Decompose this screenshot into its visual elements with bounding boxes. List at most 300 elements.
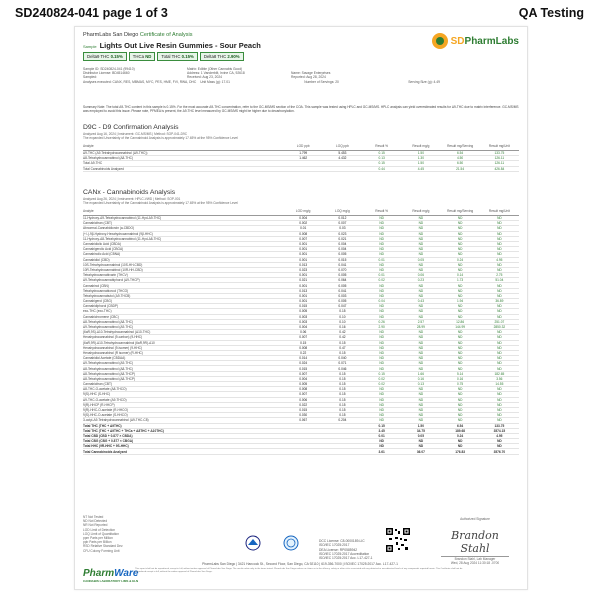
analyte-value: 6.54 [441,423,480,428]
analyte-value: ND [480,387,519,392]
analyte-name: Δ9-Tetrahydrocannabinol (Δ9-THC) [83,324,284,329]
analyte-value: ND [362,387,401,392]
summary-note: Summary Note: The total Δ9-THC content in this sample is 0.15%. For the most accurate Δ9-THC concentration, refer to the GC-MS/MS section of the COA. This sample was tested using HPLC and GC-MS/MS. HPLC analysis can yield overestimated results for Δ9-THC due to matrix interference. GC-MS/MS was employed to avoid this issue. Please note, PFMEA is present, the Δ9-THC level measured by GC-MS/MS might be higher due to decarboxylation. [83,105,519,113]
analyte-value: ND [401,293,440,298]
analyte-name: Cannabinol (CBN) [83,283,284,288]
sig-role: Brandon Stahl, Lab Manager [454,557,496,561]
analyte-value: 0.021 [284,278,323,283]
analyte-value: 0.001 [284,293,323,298]
analyte-value: 0.002 [284,221,323,226]
analyte-value: 3576.70 [480,449,519,454]
analyte-value: 0.001 [284,283,323,288]
analyte-name: Total CBG (CBG + 0.877 × CBGA) [83,439,284,444]
analyte-value: ND [401,444,440,449]
legend-item: LOD Limit of Detection [83,527,116,532]
analyte-value: 0.007 [284,236,323,241]
abbrev-legend [83,515,123,553]
analyte-value: ND [362,413,401,418]
sig-title: Authorized Signature [460,517,490,521]
analyte-value: 0.001 [284,299,323,304]
analyte-value: 51.04 [480,278,519,283]
analyte-value: 0.013 [284,262,323,267]
pill-value: 2.90% [227,54,240,59]
sdpharmlabs-logo [432,33,519,49]
analyte-value: ND [480,397,519,402]
meta-field: Serving Size (g): 4.49 [408,79,440,84]
analyte-value: ND [362,288,401,293]
table-header [83,142,519,151]
analyte-value: 2.90 [362,324,401,329]
analyte-value: 0.01 [284,226,323,231]
analyte-value: ND [480,226,519,231]
analyte-value: 1.66 [401,371,440,376]
analyte-value: 0.15 [284,340,323,345]
analyte-value: 1.799 [284,151,323,156]
analyte-value: ND [362,252,401,257]
pw-a: Pharm [83,568,115,579]
analyte-value: 0.15 [362,151,401,156]
analyte-value: ND [401,216,440,221]
analyte-value: ND [401,236,440,241]
analyte-value: 0.014 [284,356,323,361]
analyte-value: ND [441,226,480,231]
pw-b: Ware [114,568,139,579]
analyte-value: ND [441,387,480,392]
analyte-value: 189.68 [441,428,480,433]
analyte-value: ND [401,397,440,402]
analyte-value: ND [401,221,440,226]
analyte-value: ND [362,439,401,444]
analyte-value: 0.001 [284,273,323,278]
analyte-value: ND [480,293,519,298]
analyte-value: ND [441,439,480,444]
analyte-value: 0.006 [284,397,323,402]
analyte-value: 1.94 [441,299,480,304]
analyte-value: ND [401,345,440,350]
analyte-value: 14.55 [480,382,519,387]
certifications [319,539,373,560]
lab-title [83,32,192,38]
analyte-value: 0.15 [323,392,362,397]
analyte-value: ND [441,293,480,298]
pill-value: 0.15% [181,54,194,59]
cert-line: ISO/IEC 17025:2017 Acc. L17-427-1 [319,556,373,561]
analyte-value: ND [401,330,440,335]
analyte-name: Cannabidiol Acetate (CBDAA) [83,356,284,361]
analyte-value: 4.95 [480,257,519,262]
analyte-value: 0.02 [362,278,401,283]
pharmware-sub: CANNABIS LABORATORY LIMS & ELN [83,579,139,583]
analyte-name: Cannabidiphorol (CBDP) [83,304,284,309]
analyte-value: ND [480,413,519,418]
analyte-value: ND [480,252,519,257]
analyte-value: ND [441,402,480,407]
analyte-name: Δ8-Tetrahydrocannabinol (Δ8-THCP) [83,371,284,376]
analyte-value: 0.015 [284,366,323,371]
analyte-value: 0.015 [284,407,323,412]
analyte-value: ND [480,340,519,345]
analyte-value: 0.008 [284,387,323,392]
analyte-value: 5.14 [441,371,480,376]
analyte-value: 0.14 [441,273,480,278]
analyte-value: 0.070 [323,267,362,272]
analyte-name: 9(R)-HHCP (R-HHCP) [83,402,284,407]
analyte-name: Total HHC (9R-HHC + 9S-HHC) [83,444,284,449]
analyte-value: 0.067 [284,418,323,423]
analyte-value: 0.44 [362,166,401,171]
analyte-value: ND [362,226,401,231]
analyte-name: Total Cannabinoids Analyzed [83,166,284,171]
analyte-value: ND [362,231,401,236]
table-header [83,207,519,216]
analyte-name: 9(S)-HHC-O-acetate (S-HHCO) [83,413,284,418]
analyte-value: 0.16 [441,376,480,381]
analyte-value: ND [401,262,440,267]
analyte-value: ND [362,309,401,314]
analyte-value: ND [362,241,401,246]
analyte-name: Hexahydrocannabinol (R isomer) (R-HHC) [83,350,284,355]
analyte-value: 0.15 [323,350,362,355]
analyte-value: 0.022 [284,402,323,407]
analyte-value: 0.005 [284,382,323,387]
analyte-value: ND [401,335,440,340]
analyte-value: ND [401,361,440,366]
analyte-name: Δ9-Tetrahydrocannabiphorol (Δ9-THCP) [83,278,284,283]
analyte-value: 28.99 [401,324,440,329]
analyte-value: ND [362,407,401,412]
analyte-value: 0.023 [323,231,362,236]
analyte-name: (+/-)-9β-Hydroxy-Hexahydrocannabinol (9β-HHC) [83,231,284,236]
analyte-value: 2.57 [401,319,440,324]
analyte-value: 0.071 [323,361,362,366]
analyte-value: 0.05 [401,257,440,262]
analyte-value: ND [480,439,519,444]
d9-sub1: Analyzed Aug 16, 2024 | Instrument: GC-MS/MS | Method: SOP-041-D9C [83,132,188,136]
analyte-value: ND [401,288,440,293]
analyte-value: 0.26 [362,319,401,324]
analyte-value: 0.01 [362,273,401,278]
analyte-name: Total Δ9-THC [83,161,284,166]
analyte-value: ND [441,444,480,449]
analyte-value: ND [480,314,519,319]
cert-line: DEA License: RP0585942 [319,547,358,552]
analyte-value: 3.61 [362,449,401,454]
analyte-value: 0.024 [284,361,323,366]
analyte-value: 4.432 [323,156,362,161]
analyte-value: 0.24 [441,433,480,438]
qr-code-icon[interactable] [385,527,411,553]
analyte-value: 0.15 [323,340,362,345]
analyte-value: ND [480,402,519,407]
column-header: LOD mg/g [284,207,323,216]
analyte-value: 0.01 [362,433,401,438]
analyte-value: ND [362,314,401,319]
d9-title: D9C - D9 Confirmation Analysis [83,124,179,131]
analyte-value: 0.021 [323,236,362,241]
analyte-value: 0.012 [323,216,362,221]
analyte-name: Δ8-Tetrahydrocannabinol (Δ8-THC) [83,319,284,324]
signature: Brandon Stahl [451,529,499,555]
analyte-value: 0.004 [323,247,362,252]
analyte-value: ND [401,314,440,319]
analyte-value: 176.83 [441,449,480,454]
analyte-value: 0.005 [323,273,362,278]
analyte-value: 0.06 [401,273,440,278]
analyte-name: Tetrahydrocannabiorcol (THCO) [83,288,284,293]
analyte-value: ND [362,392,401,397]
analyte-value: 0.15 [323,382,362,387]
analyte-name: Total Cannabinoids Analyzed [83,449,284,454]
analyte-value: ND [480,356,519,361]
analyte-value: 0.01 [362,257,401,262]
leaf-logo-icon [432,33,448,49]
analyte-value: 1.50 [401,151,440,156]
analyte-value: ND [362,216,401,221]
legend-item: CFU Colony Forming Unit [83,548,120,553]
analyte-value: 0.001 [284,257,323,262]
analyte-name: 10S-Tetrahydrocannabinol (10S-HH-CBD) [83,262,284,267]
analyte-name: Δ9-THC-O-acetate (Δ9-THCO) [83,397,284,402]
column-header: Analyte [83,207,284,216]
analyte-value: 133.75 [480,423,519,428]
canx-title: CANx - Cannabinoids Analysis [83,189,176,196]
analyte-name: Cannabigerolic Acid (CBGA) [83,247,284,252]
analyte-value: ND [441,304,480,309]
analyte-name: Cannabicitran (CBT) [83,382,284,387]
analyte-name: Δ8-Tetrahydrocannabinol (Δ8-THC) [83,366,284,371]
analyte-value: ND [441,335,480,340]
column-header: Result mg/g [401,207,440,216]
meta-field: Analyses executed: CANX, RES, MBMAS, MYC, PES, HME, FVI, RWA, DHC [83,79,197,84]
analyte-value: 0.007 [284,392,323,397]
legend-item: ND Not Detected [83,519,108,524]
analyte-value: 3574.15 [480,428,519,433]
analyte-value: ND [480,407,519,412]
meta-field: Number of Servings: 20 [304,79,339,84]
analyte-name: Cannabicitran (CBT) [83,221,284,226]
analyte-value: 0.43 [401,299,440,304]
analyte-value: 6.50 [441,161,480,166]
analyte-value: 1.462 [284,156,323,161]
pill-thca [129,52,156,61]
sig-date: Wed, 28 Aug 2024 11:30:18 -0700 [450,561,500,565]
analyte-value: 0.004 [323,241,362,246]
analyte-value: 0.42 [323,330,362,335]
analyte-name: 9(S)-HHC (S-HHC) [83,392,284,397]
cert-line: DCC License: C8-0000189-LIC [319,539,365,543]
analyte-value: ND [441,309,480,314]
analyte-name: Total THC (THC + Δ9THC) [83,423,284,428]
analyte-value: 0.007 [284,371,323,376]
analyte-value: ND [441,241,480,246]
analyte-value: ND [480,345,519,350]
analyte-name: 3-octyl-Δ9-Tetrahydrocannabinol (Δ9-THC-C8) [83,418,284,423]
analyte-value: ND [362,335,401,340]
analyte-name: Cannabidiolic Acid (CBDA) [83,241,284,246]
analyte-name: Cannabidiol (CBD) [83,257,284,262]
logo-text-b: PharmLabs [464,35,519,47]
analyte-value: ND [362,267,401,272]
analyte-value: 0.15 [323,397,362,402]
analyte-value: 0.007 [323,221,362,226]
analyte-value: 0.16 [323,324,362,329]
analyte-value: 4.95 [480,433,519,438]
analyte-value: ND [441,267,480,272]
analyte-value: 0.008 [284,231,323,236]
analyte-value: 0.003 [284,319,323,324]
analyte-value: 0.003 [323,293,362,298]
analyte-value: ND [441,392,480,397]
analyte-value: 0.42 [323,335,362,340]
summary-pills [83,52,244,61]
analyte-value: ND [480,283,519,288]
analyte-value: ND [362,330,401,335]
analyte-value: ND [480,418,519,423]
analyte-value: 1.73 [441,278,480,283]
analyte-name: Δ9-Tetrahydrocannabinol (Δ9-THC) [83,361,284,366]
column-header: Result % [362,207,401,216]
analyte-value: 0.004 [284,376,323,381]
column-header: Result mg/Serving [441,207,480,216]
canx-table [83,207,519,455]
meta-field: Name: Savage Enterprises [291,71,331,76]
analyte-value: ND [401,304,440,309]
analyte-value: 0.03 [323,226,362,231]
product-name: Lights Out Live Resin Gummies - Sour Peach [99,41,261,50]
pill-value: 0.15% [110,54,123,59]
analyte-value: ND [480,361,519,366]
analyte-value: 3.56 [480,376,519,381]
analyte-value: 5.453 [323,151,362,156]
legend-item: RSD Relative Standard Dev. [83,544,124,549]
analyte-name: 9(R)-HHC-O-acetate (R-HHCO) [83,407,284,412]
analyte-value: 1.50 [401,161,440,166]
analyte-name: (6aR,9R)-Δ10-Tetrahydrocannabinol (6aR,9R)-Δ10 [83,340,284,345]
analyte-value: ND [401,241,440,246]
analyte-value: ND [441,221,480,226]
lab-address: PharmLabs San Diego | 3421 Hancock St., Second Floor, San Diego, CA 92110 | 619-356-7000 | ISO/IEC 17025:2017 Acc. L17-427-1 [202,562,398,566]
analyte-value: ND [480,444,519,449]
analyte-value: ND [441,413,480,418]
analyte-name: Cannabigerol (CBG) [83,299,284,304]
analyte-value: ND [480,262,519,267]
analyte-value: ND [480,231,519,236]
analyte-value: 0.015 [323,257,362,262]
analyte-value: 36.89 [480,299,519,304]
cert-line: ISO/IEC 17025:2017 Accreditation [319,551,370,556]
analyte-value: 0.040 [323,356,362,361]
analyte-value: 0.013 [284,288,323,293]
legend-item: NR Not Reported [83,523,108,528]
top-bar [0,0,600,24]
analyte-value: 0.16 [401,376,440,381]
analyte-value: 0.15 [323,407,362,412]
analyte-value: ND [441,314,480,319]
analyte-value: ND [362,397,401,402]
analyte-value: 0.15 [323,376,362,381]
analyte-value: ND [401,226,440,231]
analyte-value: ND [480,236,519,241]
analyte-name: 10R-Tetrahydrocannabinol (10R-HH-CBD) [83,267,284,272]
analyte-value: 0.007 [284,335,323,340]
legend-item: NT Not Tested [83,515,104,519]
analyte-value: 426.84 [480,166,519,171]
signature-block [435,517,515,565]
analyte-value: 1.30 [401,156,440,161]
analyte-value: ND [480,247,519,252]
analyte-value: ND [401,356,440,361]
analyte-value: 0.047 [323,304,362,309]
meta-field: Sampled: [83,75,97,80]
analyte-value: 0.47 [323,345,362,350]
column-header: Result mg/Serving [441,142,480,151]
analyte-value: ND [401,402,440,407]
iso-seal-icon [283,535,299,551]
analyte-value: 0.064 [323,278,362,283]
analyte-value: ND [362,236,401,241]
analyte-name: Cannabinolic Acid (CBNA) [83,252,284,257]
disclaimer: This report shall not be reproduced, except in full, without written approval of PharmLabs San Diego. The results relate only to the items tested. PharmLabs San Diego makes no claims as to the efficacy, safety or other risks associated with any detected or non-detected levels of any compounds reported herein. This Certificate shall not be reproduced except in full, without the written approval of PharmLabs San Diego. [135,568,463,573]
analyte-value: ND [441,366,480,371]
analyte-value [284,166,323,171]
analyte-value: ND [401,309,440,314]
analyte-value: ND [362,247,401,252]
canx-sub2: The expanded Uncertainty of the Cannabinoid Analysis is approximately 17.65% at the 95% Confidence Level [83,200,238,205]
analyte-value: 1.50 [401,423,440,428]
analyte-value: ND [480,330,519,335]
column-header: Result mg/g [401,142,440,151]
analyte-value [284,449,323,454]
analyte-value: 0.005 [323,283,362,288]
legend-item: LOQ Limit of Quantitation [83,531,119,536]
analyte-value: 0.15 [323,309,362,314]
analyte-value: 0.13 [401,382,440,387]
analyte-value: 0.005 [284,309,323,314]
analyte-value: ND [441,330,480,335]
analyte-value: 126.11 [480,156,519,161]
pharmware-name [83,568,138,579]
analyte-value: ND [441,397,480,402]
analyte-value: 0.001 [284,241,323,246]
analyte-value: ND [480,216,519,221]
analyte-value: ND [441,418,480,423]
analyte-value: 0.15 [323,402,362,407]
analyte-value: 0.030 [284,413,323,418]
d9-sub [83,133,238,141]
pill-label: Delta8 THC [203,54,227,59]
analyte-name: Abnormal-Cannabidiorcin (a-CBDO) [83,226,284,231]
coa-document [74,26,528,590]
analyte-value: 0.008 [284,345,323,350]
analyte-value: ND [441,231,480,236]
canx-sub1: Analyzed Aug 26, 2024 | Instrument: HPLC-VWD | Method: SOP-001 [83,197,181,201]
analyte-value: ND [362,293,401,298]
analyte-value: 34.75 [401,428,440,433]
analyte-value: 0.005 [323,299,362,304]
analyte-value [323,166,362,171]
analyte-value: ND [480,241,519,246]
qa-label: QA Testing [518,6,584,20]
pill-delta8 [200,52,244,61]
analyte-value: ND [480,366,519,371]
analyte-name: Δ8-Tetrahydrocannabinol (Δ8-THC) [83,156,284,161]
lab-name: PharmLabs San Diego [83,32,139,38]
analyte-value: ND [480,392,519,397]
meta-row [83,80,519,84]
analyte-value: ND [441,216,480,221]
table-row [83,166,519,171]
analyte-value: ND [480,304,519,309]
